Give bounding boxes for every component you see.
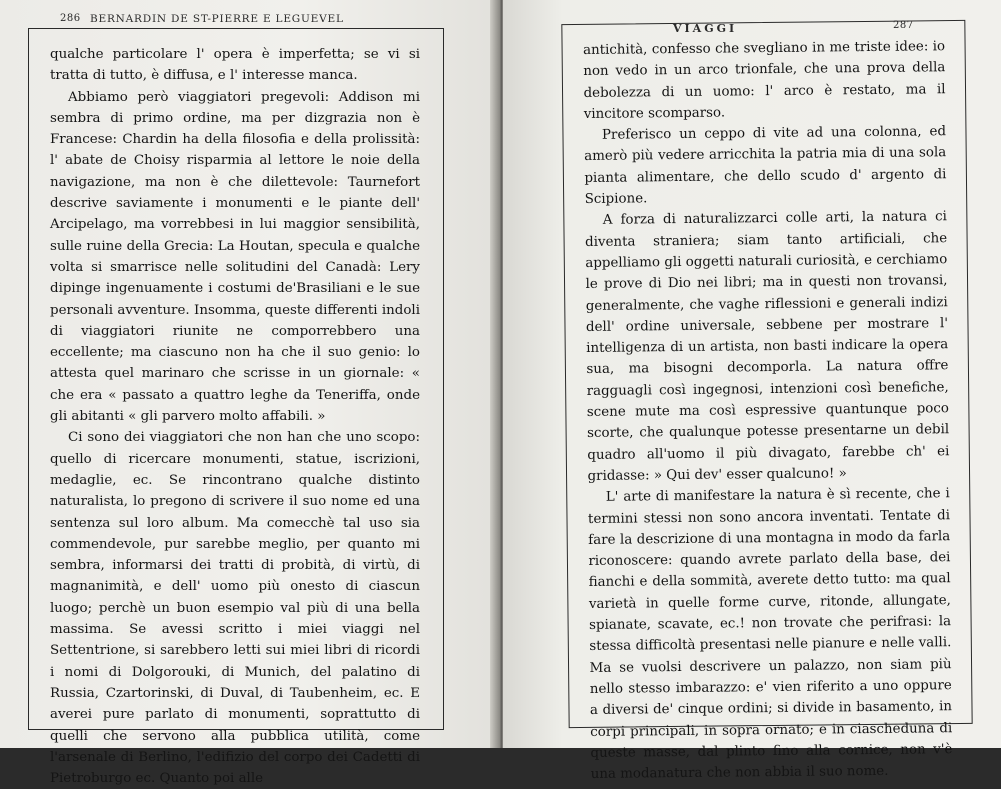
right-paragraph-1: antichità, confesso che svegliano in me triste idee: io non vedo in un arco trionfale, che una prova della debolezza di un uomo: l' arco è restato, ma il vincitore scomparso.	[583, 39, 946, 122]
right-paragraph-4: L' arte di manifestare la natura è sì recente, che i termini stessi non sono ancora inventati. Tentate di fare la descrizione di una montagna in modo da farla riconoscere: quando avrete parlato della base, dei fianchi e della sommità, averete detto tutto: ma qual varietà in quelle forme curve, ritonde, allungate, spianate, scavate, ec.! non trovate che perifrasi: la stessa difficoltà presentasi nelle pianure e nelle valli. Ma se vuolsi descrivere un palazzo, non siam più nello stesso imbarazzo: e' vien riferito a uno oppure a diversi de' cinque ordini; si divide in basamento, in corpi principali, in sopra ornato; e in ciascheduna di queste masse, dal plinto fino alla cornice, non v'è una modanatura che non abbia il suo nome.	[587, 486, 953, 783]
right-paragraph-2: Preferisco un ceppo di vite ad una colonna, ed amerò più vedere arricchita la patria mia di una sola pianta alimentare, che dello scudo d' argento di Scipione.	[584, 124, 947, 208]
right-page-header	[503, 10, 1001, 35]
right-page-number: 287	[893, 20, 914, 31]
left-running-head: BERNARDIN DE ST-PIERRE E LEGUEVEL	[90, 13, 344, 25]
right-paragraph-3: A forza di naturalizzarci colle arti, la natura ci diventa straniera; siam tanto artificiali, che appelliamo gli oggetti naturali curiosità, e cerchiamo le prove di Dio nei libri; ma in questi non trovansi, generalmente, che vaghe riflessioni e generali indizi dell' ordine universale, sebbene per mostrare l' intelligenza di un artista, non basti indicare la opera sua, ma bisogni decomporla. La natura offre ragguagli così ingegnosi, intenzioni così benefiche, scene mute ma così espressive quantunque poco scorte, che qualunque potesse presentarne un debil quadro all'uomo il più divagato, farebbe ch' ei gridasse: » Qui dev' esser qualcuno! »	[585, 209, 950, 484]
right-page	[503, 0, 1001, 783]
left-page-number: 286	[60, 13, 81, 24]
right-page-body	[583, 36, 953, 785]
left-paragraph-3: Ci sono dei viaggiatori che non han che uno scopo: quello di ricercare monumenti, statue, iscrizioni, medaglie, ec. Se rincontrano qualche distinto naturalista, lo pregono di scrivere il suo nome ed una sentenza sul loro album. Ma comecchè tal uso sia commendevole, pur sarebbe meglio, per quanto mi sembra, informarsi dei tratti di probità, di virtù, di magnanimità, e dell' uomo più onesto di ciascun luogo; perchè un buon esempio val più di una bella massima. Se avessi scritto i miei viaggi nel Settentrione, si sarebbero letti sui miei libri di ricordi i nomi di Dolgorouki, di Munich, del palatino di Russia, Czartorinski, di Duval, di Taubenheim, ec. E averei pure parlato di monumenti, soprattutto di quelli che servono alla pubblica utilità, come l'arsenale di Berlino, l'edifizio del corpo dei Cadetti di Pietroburgo ec. Quanto poi alle	[50, 430, 420, 787]
left-page-header	[0, 10, 500, 30]
left-page	[0, 0, 500, 787]
left-paragraph-1: qualche particolare l' opera è imperfetta; se vi si tratta di tutto, è diffusa, e l' interesse manca.	[50, 47, 420, 84]
left-paragraph-2: Abbiamo però viaggiatori pregevoli: Addison mi sembra di primo ordine, ma per dizgrazia non è Francese: Chardin ha della filosofia e della prolissità: l' abate de Choisy risparmia al lettore le noie della navigazione, ma non è che dilettevole: Taurnefort descrive saviamente i monumenti e le piante dell' Arcipelago, ma vorrebbesi in lui maggior sensibilità, sulle ruine della Grecia: La Houtan, specula e qualche volta si smarrisce nelle solitudini del Canadà: Lery dipinge ingenuamente i costumi de'Brasiliani e le sue personali avventure. Insomma, queste differenti indoli di viaggiatori riunite ne comporrebbero una eccellente; ma ciascuno non ha che il suo genio: lo attesta quel marinaro che scrisse in un giornale: « che era « passato a quattro leghe da Teneriffa, onde gli abitanti « gli parvero molto affabili. »	[50, 89, 420, 425]
left-page-body	[50, 44, 420, 789]
right-running-head: VIAGGI	[673, 22, 738, 35]
